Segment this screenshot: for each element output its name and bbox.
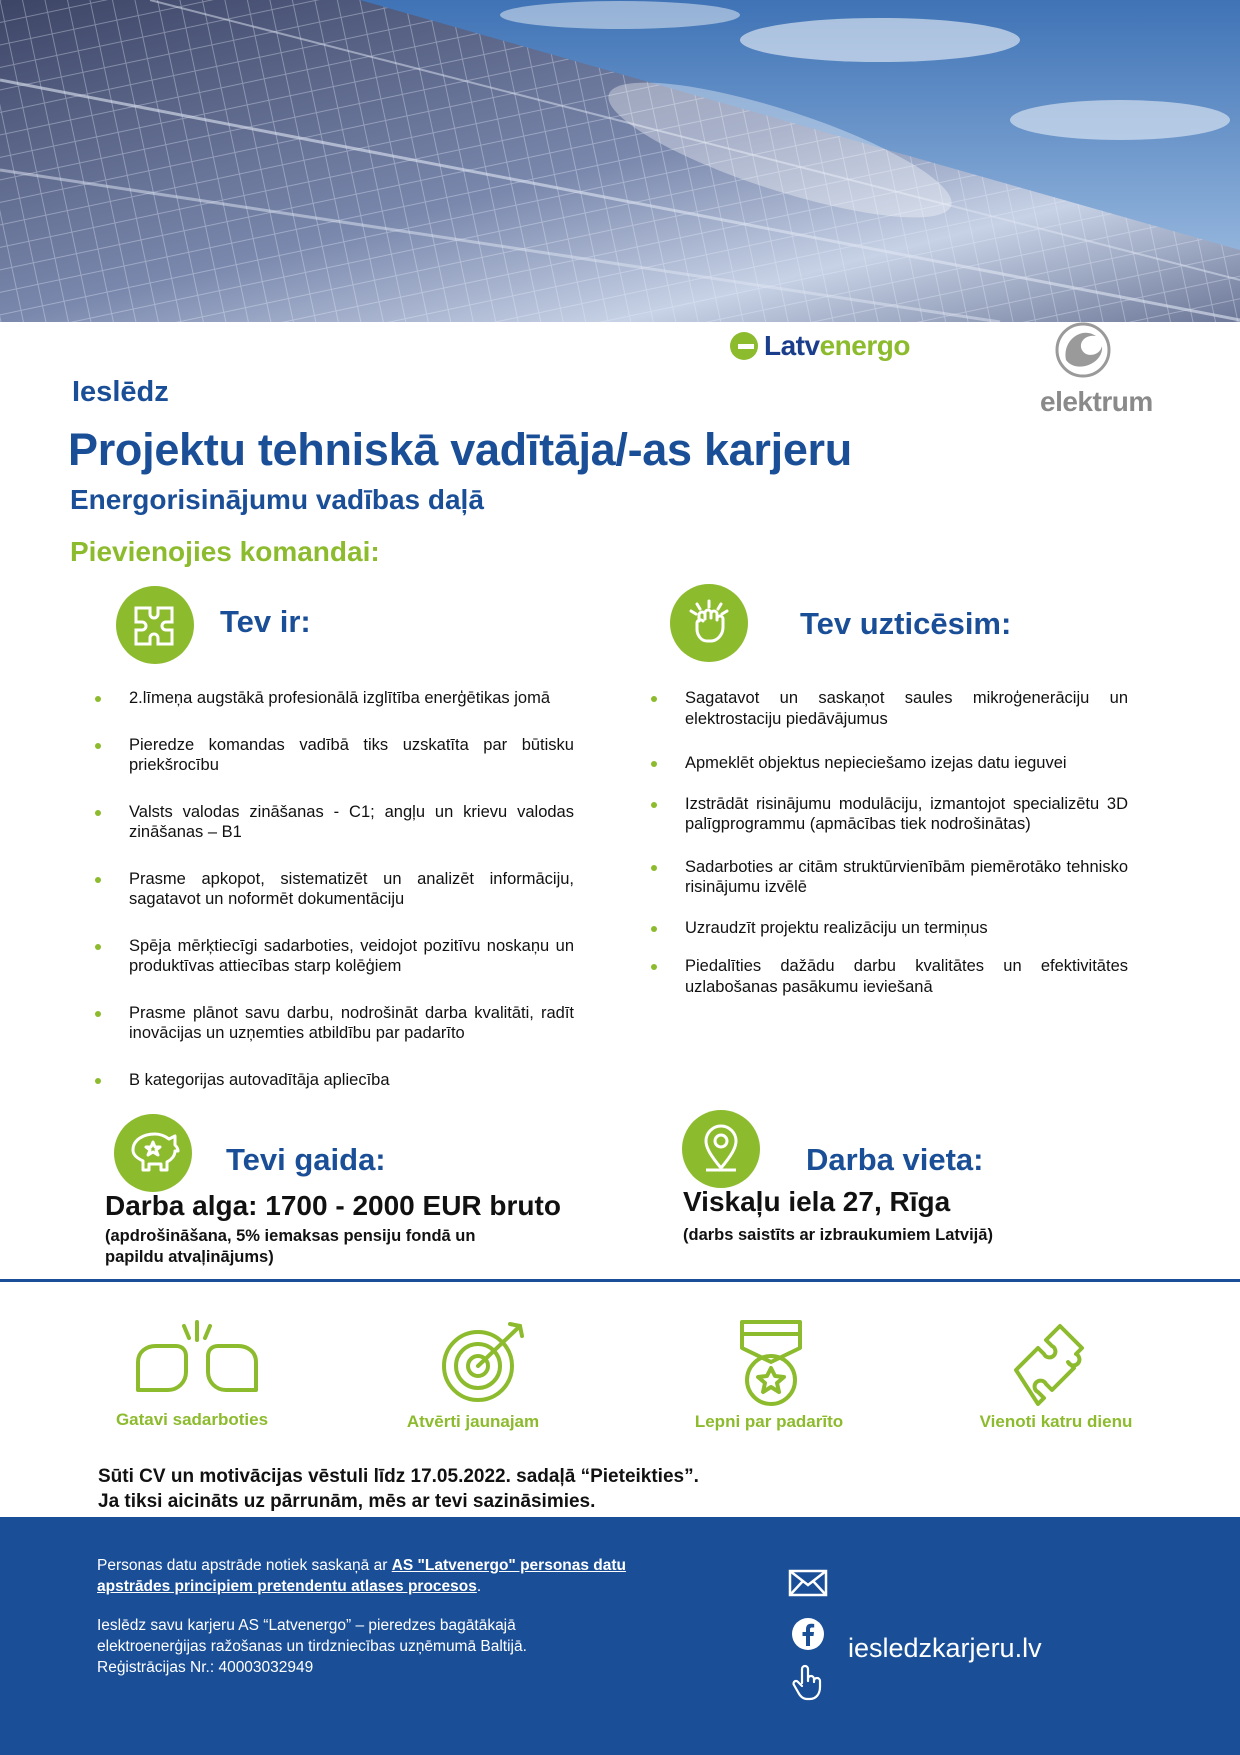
puzzle-icon <box>116 586 194 664</box>
join-team-heading: Pievienojies komandai: <box>70 536 380 567</box>
list-item: Sagatavot un saskaņot saules mikroģenerāciju un elektrostaciju piedāvājumus <box>648 688 1128 729</box>
application-instructions <box>98 1464 699 1514</box>
location-pin-icon <box>682 1110 760 1188</box>
pointing-hand-icon[interactable] <box>792 1663 822 1701</box>
footer <box>0 1517 1240 1755</box>
fist-bump-icon <box>132 1318 262 1402</box>
requirements-heading: Tev ir: <box>220 604 311 639</box>
piggy-bank-icon <box>114 1114 192 1192</box>
website-link[interactable]: iesledzkarjeru.lv <box>848 1633 1042 1663</box>
medal-icon <box>736 1318 806 1410</box>
list-item: Pieredze komandas vadībā tiks uzskatīta par būtisku priekšrocību <box>92 735 574 776</box>
target-icon <box>436 1318 532 1404</box>
cta-line: Sūti CV un motivācijas vēstuli līdz 17.05.2022. sadaļā “Pieteikties”. <box>98 1466 699 1487</box>
list-item: Prasme apkopot, sistematizēt un analizēt informāciju, sagatavot un noformēt dokumentāciju <box>92 869 574 910</box>
company-info: Ieslēdz savu karjeru AS “Latvenergo” – pieredzes bagātākajā elektroenerģijas ražošanas un tirdzniecības uzņēmumā Baltijā. Reģistrācijas Nr.: 40003032949 <box>97 1615 657 1678</box>
latvenergo-mark-icon <box>730 332 758 360</box>
elektrum-logo <box>1030 318 1170 418</box>
value-label: Gatavi sadarboties <box>115 1410 269 1429</box>
list-item: Apmeklēt objektus nepieciešamo izejas datu ieguvei <box>648 753 1128 774</box>
puzzle-icon <box>1010 1318 1106 1410</box>
pretitle: Ieslēdz <box>72 376 169 408</box>
elektrum-mark-icon <box>1052 320 1114 380</box>
value-label: Vienoti katru dienu <box>979 1412 1133 1431</box>
facebook-icon[interactable] <box>791 1617 825 1651</box>
list-item: 2.līmeņa augstākā profesionālā izglītība enerģētikas jomā <box>92 688 574 709</box>
list-item: Sadarboties ar citām struktūrvienībām piemērotāko tehnisko risinājumu izvēlē <box>648 857 1128 898</box>
elektrum-wordmark: elektrum <box>1040 386 1153 417</box>
section-divider <box>0 1279 1240 1282</box>
cta-line: Ja tiksi aicināts uz pārrunām, mēs ar tevi sazināsimies. <box>98 1491 596 1512</box>
hero-solar-panels-image <box>0 0 1240 322</box>
list-item: B kategorijas autovadītāja apliecība <box>92 1070 574 1091</box>
registration-number: Reģistrācijas Nr.: 40003032949 <box>97 1659 314 1676</box>
list-item: Valsts valodas zināšanas - C1; angļu un krievu valodas zināšanas – B1 <box>92 802 574 843</box>
privacy-notice: Personas datu apstrāde notiek saskaņā ar AS "Latvenergo" personas datu apstrādes principiem pretendentu atlases procesos. <box>97 1557 627 1595</box>
latvenergo-logo: Latvenergo <box>730 328 910 364</box>
travel-note: (darbs saistīts ar izbraukumiem Latvijā) <box>683 1226 993 1244</box>
offer-heading: Tevi gaida: <box>226 1142 386 1177</box>
department-subtitle: Energorisinājumu vadības daļā <box>70 484 484 515</box>
duties-list <box>648 688 1128 997</box>
duties-heading: Tev uzticēsim: <box>800 606 1012 641</box>
value-label: Atvērti jaunajam <box>406 1412 540 1431</box>
page-title: Projektu tehniskā vadītāja/-as karjeru <box>68 424 852 475</box>
requirements-list <box>92 688 574 1090</box>
raised-fist-icon <box>670 584 748 662</box>
workplace-address: Viskaļu iela 27, Rīga <box>683 1186 951 1217</box>
value-label: Lepni par padarīto <box>694 1412 844 1431</box>
salary-text: Darba alga: 1700 - 2000 EUR bruto <box>105 1190 561 1221</box>
envelope-icon[interactable] <box>788 1569 828 1597</box>
list-item: Prasme plānot savu darbu, nodrošināt darba kvalitāti, radīt inovācijas un uzņemties atbildību par padarīto <box>92 1003 574 1044</box>
list-item: Spēja mērķtiecīgi sadarboties, veidojot pozitīvu noskaņu un produktīvas attiecības starp kolēģiem <box>92 936 574 977</box>
list-item: Piedalīties dažādu darbu kvalitātes un efektivitātes uzlabošanas pasākumu ieviešanā <box>648 956 1128 997</box>
list-item: Izstrādāt risinājumu modulāciju, izmantojot specializētu 3D palīgprogrammu (apmācības tiek nodrošinātas) <box>648 794 1128 835</box>
privacy-policy-link[interactable]: AS "Latvenergo" personas datu apstrādes principiem pretendentu atlases procesos <box>97 1557 627 1595</box>
benefits-note: (apdrošināšana, 5% iemaksas pensiju fondā un papildu atvaļinājums) <box>105 1227 476 1266</box>
list-item: Uzraudzīt projektu realizāciju un termiņus <box>648 918 1128 939</box>
location-heading: Darba vieta: <box>806 1142 984 1177</box>
